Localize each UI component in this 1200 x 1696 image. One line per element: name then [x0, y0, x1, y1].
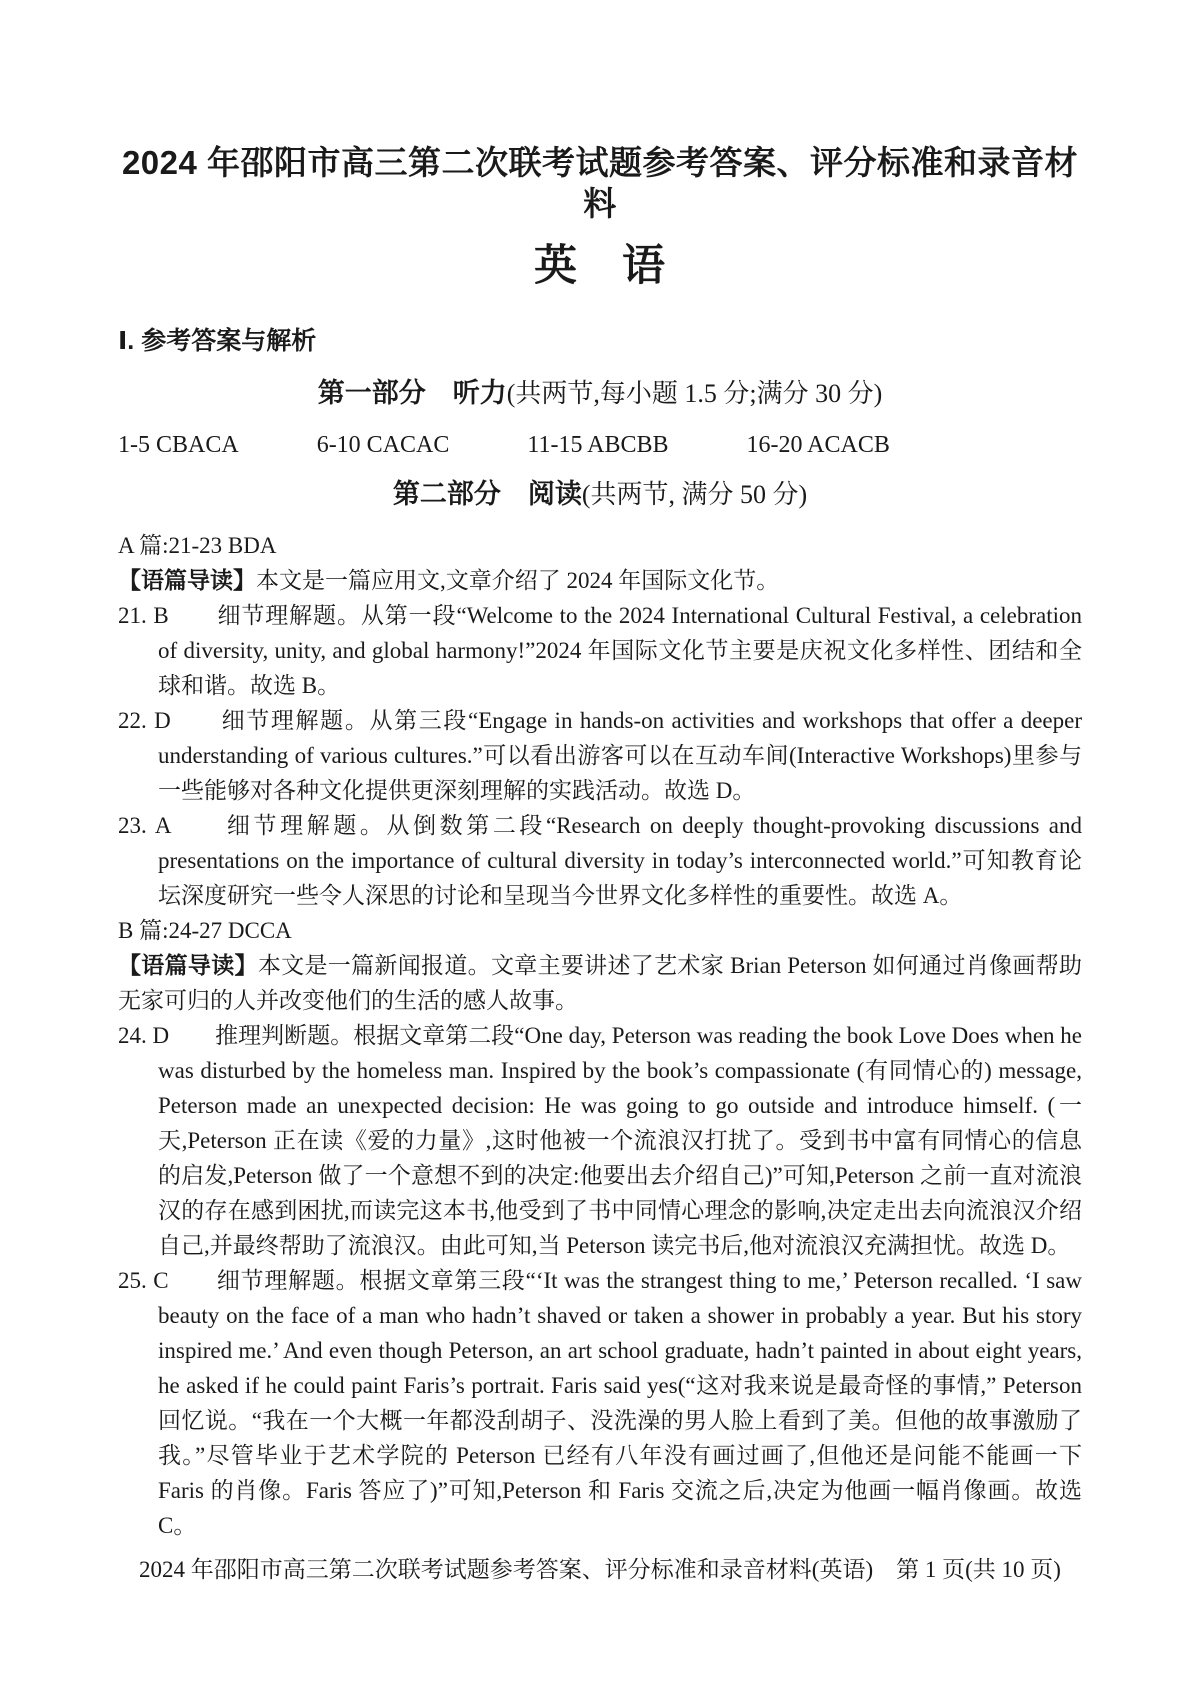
- guide-a-label: 【语篇导读】: [118, 566, 256, 593]
- subject-title: 英 语: [534, 242, 666, 290]
- item-25: 25. C 细节理解题。根据文章第三段“‘It was the strangest thing to me,’ Peterson recalled. ‘I saw beauty on the face of a man who hadn’t shaved or taken a shower in probably a year. But his story inspired me.’ And even though Peterson, an art school graduate, hadn’t painted in about eight years, he asked if he could paint Faris’s portrait. Faris said yes(“这对我来说是最奇怪的事情,” Peterson 回忆说。“我在一个大概一年都没刮胡子、没洗澡的男人脸上看到了美。但他的故事激励了我。”尽管毕业于艺术学院的 Peterson 已经有八年没有画过画了,但他还是问能不能画一下 Faris 的肖像。Faris 答应了)”可知,Peterson 和 Faris 交流之后,决定为他画一幅肖像画。故选 C。: [118, 1267, 1082, 1538]
- listening-answer-group-1: 1-5 CBACA: [118, 432, 239, 459]
- item-23: 23. A 细节理解题。从倒数第二段“Research on deeply thought-provoking discussions and presentations on the importance of cultural diversity in today’s interconnected world.”可知教育论坛深度研究一些令人深思的讨论和呈现当今世界文化多样性的重要性。故选 A。: [118, 812, 1082, 908]
- document-title: 2024 年邵阳市高三第二次联考试题参考答案、评分标准和录音材料: [121, 144, 1079, 223]
- listening-answer-group-4: 16-20 ACACB: [746, 432, 890, 459]
- item-21: 21. B 细节理解题。从第一段“Welcome to the 2024 International Cultural Festival, a celebration of diversity, unity, and global harmony!”2024 年国际文化节主要是庆祝文化多样性、团结和全球和谐。故选 B。: [118, 602, 1082, 698]
- passage-b-guide: [118, 948, 1082, 1018]
- page-footer: 2024 年邵阳市高三第二次联考试题参考答案、评分标准和录音材料(英语) 第 1 页(共 10 页): [139, 1557, 1061, 1582]
- passage-a-guide: [118, 563, 1082, 598]
- listening-answer-group-2: 6-10 CACAC: [316, 432, 450, 459]
- part1-name: 第一部分 听力: [317, 377, 507, 408]
- part1-heading: [118, 375, 1082, 411]
- item-22: 22. D 细节理解题。从第三段“Engage in hands-on activities and workshops that offer a deeper understanding of various cultures.”可以看出游客可以在互动车间(Interactive Workshops)里参与一些能够对各种文化提供更深刻理解的实践活动。故选 D。: [118, 707, 1082, 803]
- item-24: 24. D 推理判断题。根据文章第二段“One day, Peterson was reading the book Love Does when he was disturbed by the homeless man. Inspired by the book’s compassionate (有同情心的) message, Peterson made an unexpected decision: He was going to go outside and introduce himself. (一天,Peterson 正在读《爱的力量》,这时他被一个流浪汉打扰了。受到书中富有同情心的信息的启发,Peterson 做了一个意想不到的决定:他要出去介绍自己)”可知,Peterson 之前一直对流浪汉的存在感到困扰,而读完这本书,他受到了书中同情心理念的影响,决定走出去向流浪汉介绍自己,并最终帮助了流浪汉。由此可知,当 Peterson 读完书后,他对流浪汉充满担忧。故选 D。: [118, 1022, 1082, 1258]
- passage-a-label: A 篇:21-23 BDA: [118, 532, 277, 558]
- part2-scoring: (共两节, 满分 50 分): [581, 480, 808, 510]
- passage-b-label: B 篇:24-27 DCCA: [118, 917, 292, 943]
- section1-heading: Ⅰ. 参考答案与解析: [118, 327, 317, 356]
- guide-b-label: 【语篇导读】: [118, 951, 258, 978]
- guide-a-text: 本文是一篇应用文,文章介绍了 2024 年国际文化节。: [256, 567, 780, 593]
- part1-scoring: (共两节,每小题 1.5 分;满分 30 分): [506, 378, 883, 408]
- part2-name: 第二部分 阅读: [392, 479, 582, 510]
- guide-b-text: 本文是一篇新闻报道。文章主要讲述了艺术家 Brian Peterson 如何通过肖像画帮助无家可归的人并改变他们的生活的感人故事。: [118, 952, 1082, 1013]
- listening-answers-row: [118, 428, 1082, 463]
- listening-answer-group-3: 11-15 ABCBB: [527, 432, 669, 459]
- part2-heading: [118, 476, 1082, 512]
